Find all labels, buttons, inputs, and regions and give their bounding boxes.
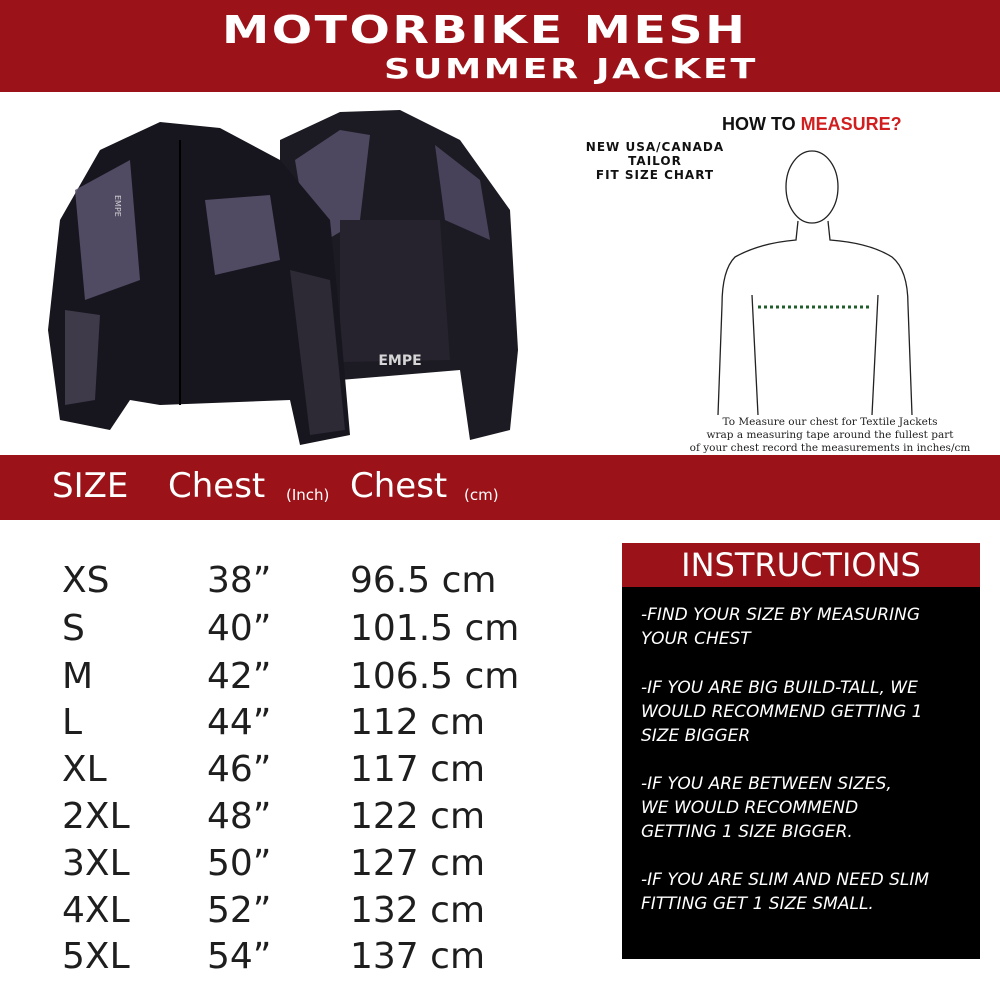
header-chest-cm: Chest xyxy=(350,466,448,506)
fit-chart-caption: NEW USA/CANADA TAILOR FIT SIZE CHART xyxy=(585,140,725,182)
instruction-item: -IF YOU ARE SLIM AND NEED SLIM FITTING GET 1 SIZE SMALL. xyxy=(641,870,930,914)
measure-note: To Measure our chest for Textile Jackets wrap a measuring tape around the fullest part of your chest record the measurements in inches/cm xyxy=(689,416,971,454)
page-subtitle: SUMMER JACKET xyxy=(384,52,758,85)
header-unit-cm: (cm) xyxy=(464,486,499,504)
instruction-item: -IF YOU ARE BIG BUILD-TALL, WE WOULD RECOMMEND GETTING 1 SIZE BIGGER xyxy=(641,678,923,746)
instruction-item: -FIND YOUR SIZE BY MEASURING YOUR CHEST xyxy=(641,605,920,649)
instructions-title: INSTRUCTIONS xyxy=(622,543,980,587)
header-chest-inch: Chest xyxy=(168,466,266,506)
page-title: MOTORBIKE MESH xyxy=(222,8,748,52)
brand-front-text: EMPE xyxy=(113,195,122,217)
how-to-measure-title: HOW TO MEASURE? xyxy=(722,114,902,134)
instruction-item: -IF YOU ARE BETWEEN SIZES, WE WOULD RECOMMEND GETTING 1 SIZE BIGGER. xyxy=(641,774,892,842)
body-measure-diagram xyxy=(700,135,950,415)
header-size: SIZE xyxy=(52,466,129,506)
header-unit-inch: (Inch) xyxy=(286,486,330,504)
table-header-banner xyxy=(0,455,1000,520)
brand-back-text: EMPE xyxy=(378,353,422,369)
jacket-product-image xyxy=(40,100,560,460)
